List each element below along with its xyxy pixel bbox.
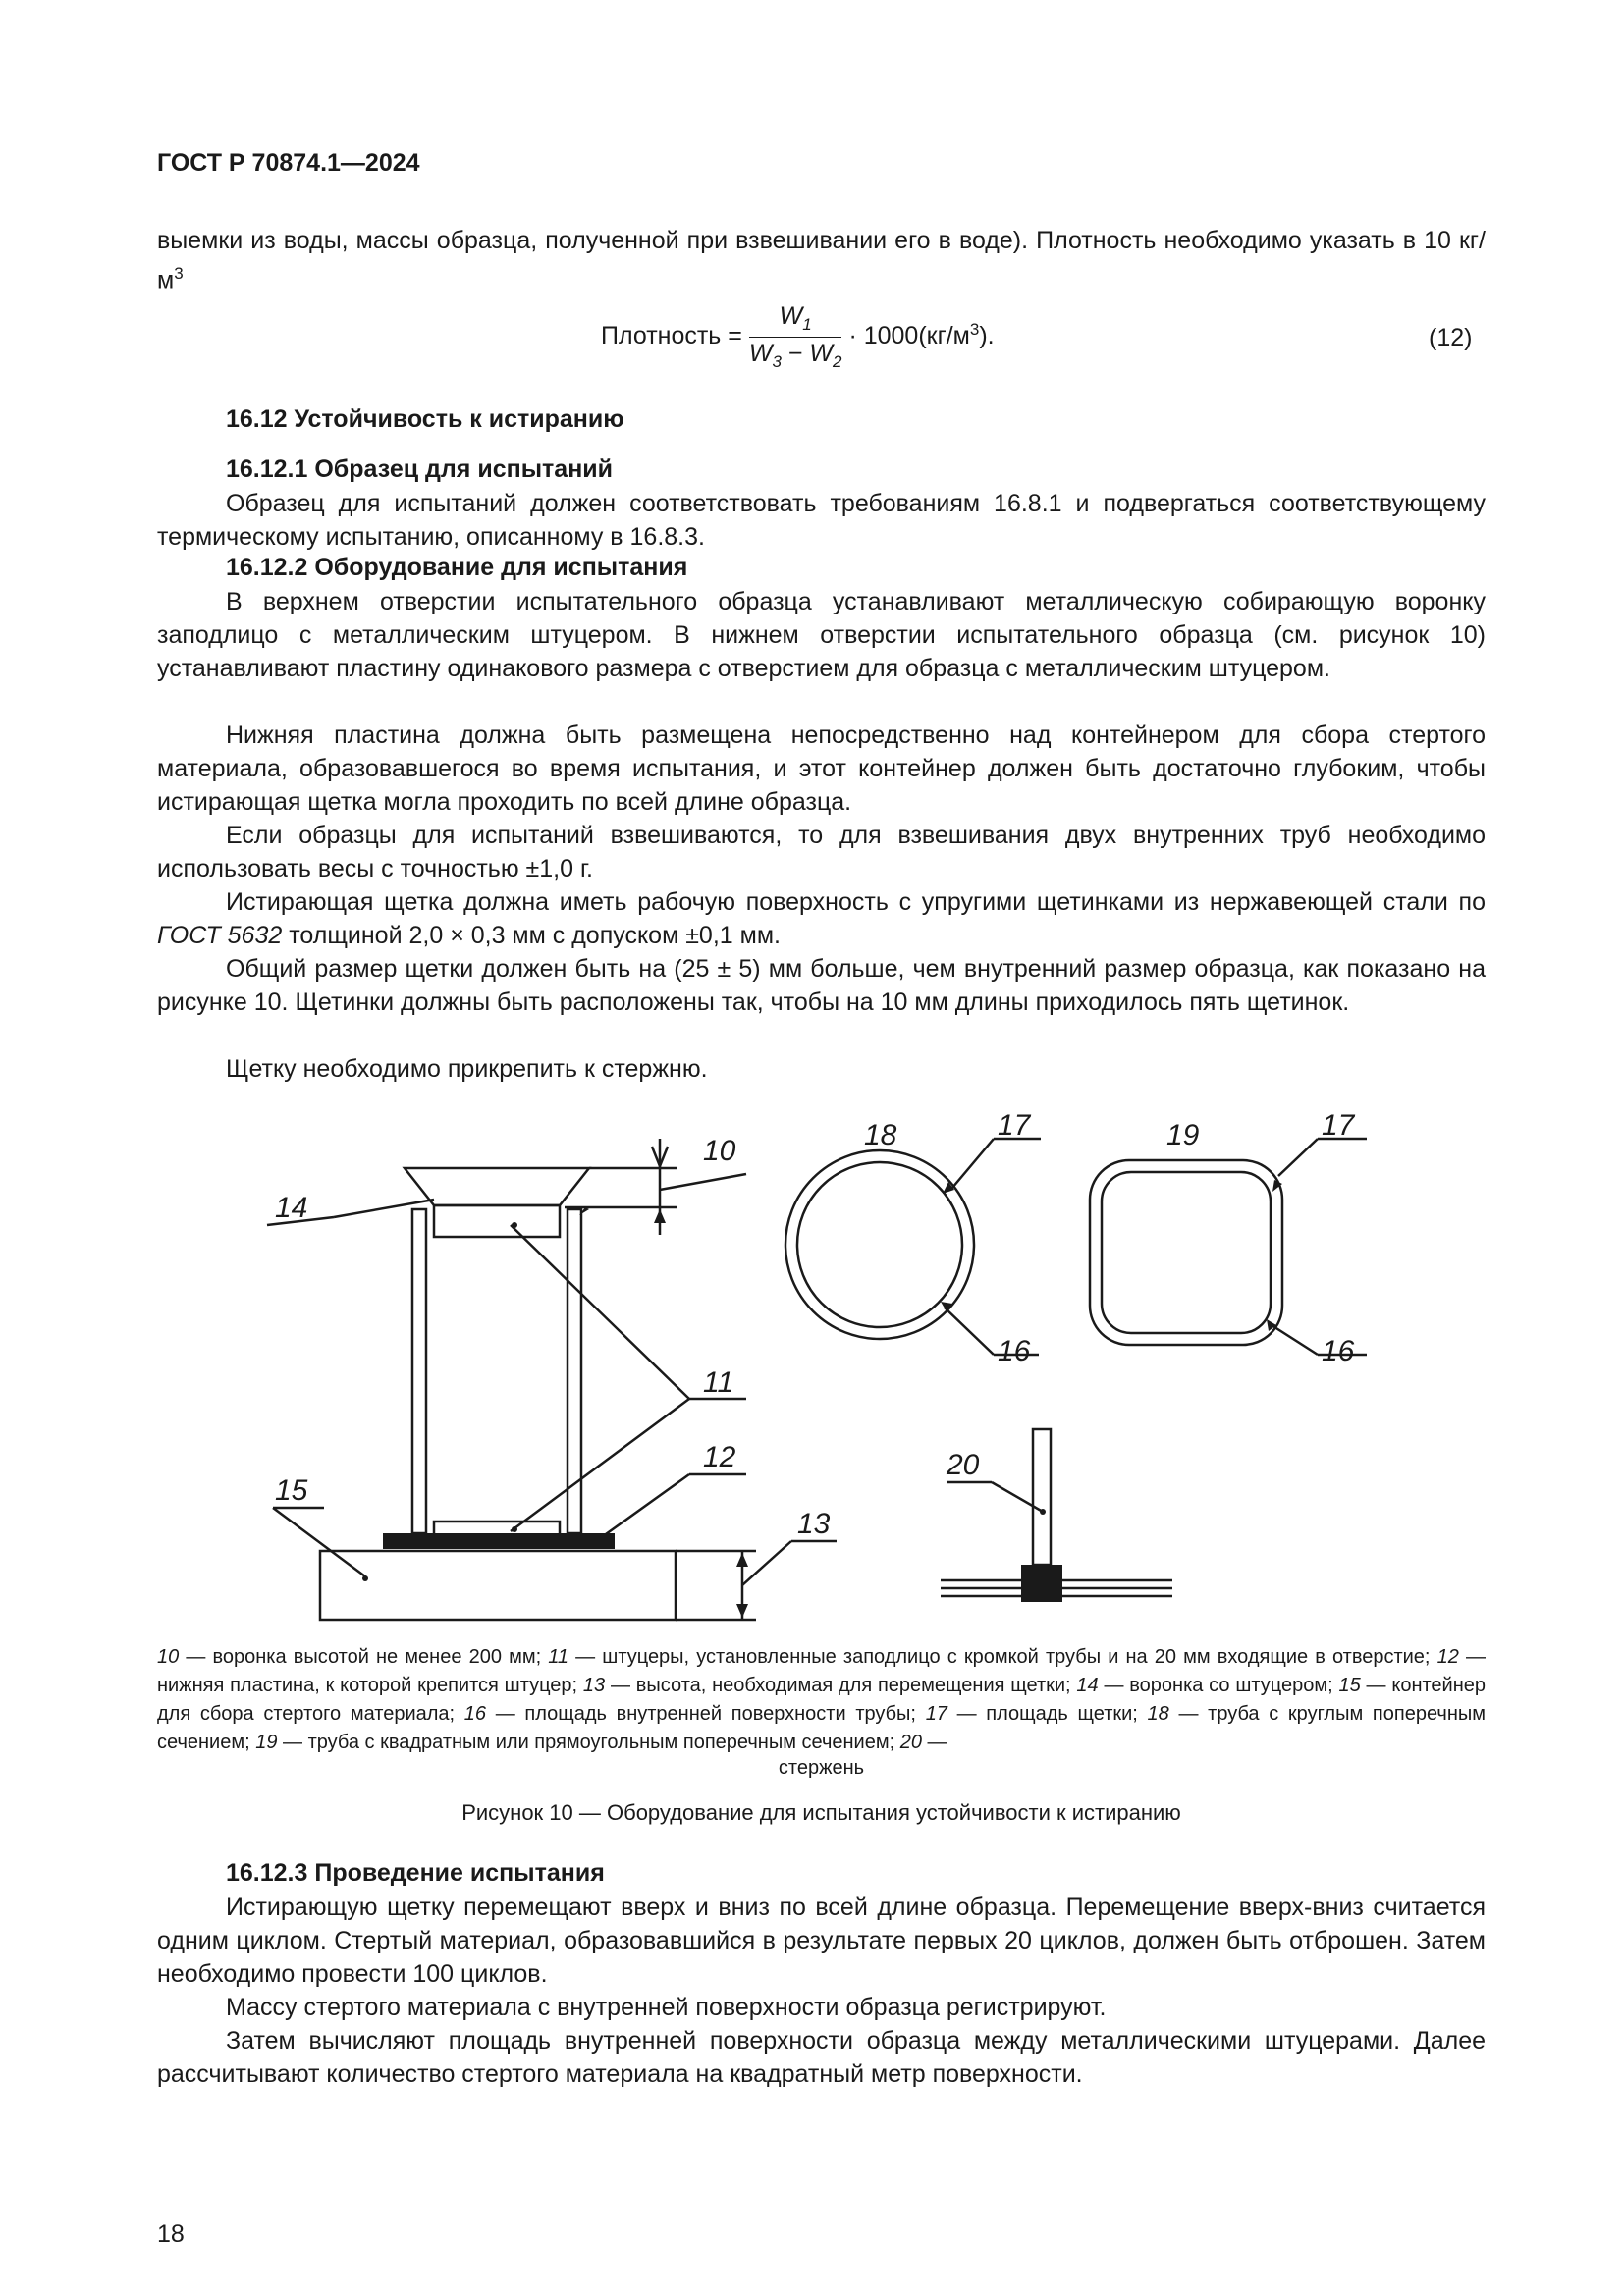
formula-label: Плотность = xyxy=(601,322,742,350)
formula-factor-sup: 3 xyxy=(969,319,980,339)
heading-16-12-3: 16.12.3 Проведение испытания xyxy=(226,1859,605,1887)
label-17-round: 17 xyxy=(998,1109,1031,1142)
paragraph-equipment-3: Если образцы для испытаний взвешиваются, то для взвешивания двух внутренних труб необходимо использовать весы с точностью ±1,0 г. xyxy=(157,822,1486,882)
leader-16b xyxy=(1269,1323,1318,1355)
round-pipe-inner xyxy=(797,1162,962,1327)
paragraph-equipment-1: В верхнем отверстии испытательного образца устанавливают металлическую собирающую воронку заподлицо с металлическим штуцером. В нижнем отверстии испытательного образца (см. рисунок 10) устанавливают пластину одинакового размера с отверстием для образца с металлическим штуцером. xyxy=(157,588,1486,682)
leader-17b xyxy=(1278,1139,1318,1176)
legend-text: — площадь внутренней поверхности трубы; xyxy=(486,1703,926,1725)
paragraph-equipment-5: Общий размер щетки должен быть на (25 ± 5) мм больше, чем внутренний размер образца, как показано на рисунке 10. Щетинки должны быть расположены так, чтобы на 10 мм длины приходилось пять щетинок. xyxy=(157,955,1486,1016)
legend-text: — xyxy=(921,1732,947,1753)
label-14: 14 xyxy=(275,1192,308,1224)
container-shape xyxy=(320,1551,676,1620)
label-13: 13 xyxy=(797,1508,831,1540)
den-w-b: W xyxy=(809,340,834,367)
bottom-plate-shape xyxy=(383,1533,615,1549)
legend-text: — труба с квадратным или прямоугольным поперечным сечением; xyxy=(277,1732,900,1753)
equation-number: (12) xyxy=(1429,324,1473,351)
page-number: 18 xyxy=(157,2220,185,2248)
paragraph-procedure-2: Массу стертого материала с внутренней поверхности образца регистрируют. xyxy=(226,1994,1107,2021)
label-16-round: 16 xyxy=(998,1335,1031,1367)
upper-fitting-shape xyxy=(434,1205,560,1237)
p5-text-b: толщиной 2,0 × 0,3 мм с допуском ±0,1 мм. xyxy=(282,922,781,949)
label-19: 19 xyxy=(1166,1119,1200,1151)
dim13-leader xyxy=(742,1541,791,1585)
dot-11a xyxy=(512,1222,517,1228)
legend-num: 13 xyxy=(582,1675,606,1696)
intro-superscript: 3 xyxy=(174,264,184,283)
leader-16a xyxy=(945,1308,994,1355)
label-16-square: 16 xyxy=(1322,1335,1355,1367)
legend-num: 19 xyxy=(255,1732,278,1753)
legend-text: — контейнер для сбора стертого материала; xyxy=(157,1675,1487,1725)
rod-shape xyxy=(1033,1429,1051,1565)
pipe-wall-left xyxy=(412,1209,426,1533)
legend-text: — труба с круглым поперечным сечением; xyxy=(157,1703,1486,1753)
label-12: 12 xyxy=(703,1441,736,1473)
gost-reference: ГОСТ 5632 xyxy=(157,922,283,949)
dim13-arrow-down xyxy=(736,1604,748,1618)
legend-num: 17 xyxy=(925,1703,947,1725)
paragraph-equipment-2: Нижняя пластина должна быть размещена непосредственно над контейнером для сбора стертого материала, образовавшегося во время испытания, и этот контейнер должен быть достаточно глубоким, чтобы истирающая щетка могла проходить по всей длине образца. xyxy=(157,721,1486,816)
square-pipe-inner xyxy=(1102,1172,1271,1333)
heading-16-12: 16.12 Устойчивость к истиранию xyxy=(226,405,624,433)
den-w-a: W xyxy=(748,340,773,367)
leader-20 xyxy=(992,1482,1043,1512)
legend-text: — нижняя пластина, к которой крепится штуцер; xyxy=(157,1646,1486,1696)
dot-20 xyxy=(1040,1509,1046,1515)
numerator-w: W xyxy=(779,302,803,330)
paragraph-procedure-1: Истирающую щетку перемещают вверх и вниз по всей длине образца. Перемещение вверх-вниз считается одним циклом. Стертый материал, образовавшийся в результате первых 20 циклов, должен быть отброшен. Затем необходимо провести 100 циклов. xyxy=(157,1894,1486,1988)
den-minus: − xyxy=(781,340,810,367)
round-pipe-outer xyxy=(785,1150,974,1339)
p5-text-a: Истирающая щетка должна иметь рабочую поверхность с упругими щетинками из нержавеющей стали по xyxy=(226,888,1486,916)
formula-factor: · 1000(кг/м xyxy=(848,322,970,350)
label-17-square: 17 xyxy=(1322,1109,1355,1142)
legend-num: 15 xyxy=(1338,1675,1361,1696)
legend-text: — площадь щетки; xyxy=(947,1703,1148,1725)
legend-num: 14 xyxy=(1076,1675,1099,1696)
leader-17a xyxy=(952,1139,994,1188)
paragraph-equipment-6: Щетку необходимо прикрепить к стержню. xyxy=(226,1055,708,1083)
den-sub-b: 2 xyxy=(833,352,842,371)
heading-16-12-1: 16.12.1 Образец для испытаний xyxy=(226,455,614,483)
document-header: ГОСТ Р 70874.1—2024 xyxy=(157,149,420,177)
leader-11b xyxy=(511,1399,689,1531)
legend-num: 18 xyxy=(1147,1703,1169,1725)
label-18: 18 xyxy=(864,1119,897,1151)
heading-16-12-2: 16.12.2 Оборудование для испытания xyxy=(226,554,688,581)
legend-num: 11 xyxy=(548,1646,569,1668)
label-20: 20 xyxy=(947,1449,980,1481)
legend-text: — воронка высотой не менее 200 мм; xyxy=(179,1646,549,1668)
paragraph-procedure-3: Затем вычисляют площадь внутренней поверхности образца между металлическими штуцерами. Далее рассчитывают количество стертого материала на квадратный метр поверхности. xyxy=(157,2027,1486,2088)
intro-text: выемки из воды, массы образца, полученной при взвешивании его в воде). Плотность необходимо указать в 10 кг/м xyxy=(157,227,1486,294)
lower-fitting-shape xyxy=(434,1522,560,1535)
rod-nut-shape xyxy=(1021,1565,1062,1602)
dot-11b xyxy=(512,1526,517,1532)
numerator-sub: 1 xyxy=(802,315,812,334)
label-10: 10 xyxy=(703,1135,736,1167)
leader-11a xyxy=(511,1225,689,1399)
dot-15 xyxy=(362,1575,368,1581)
legend-num: 12 xyxy=(1436,1646,1459,1668)
legend-text: — высота, необходимая для перемещения щетки; xyxy=(605,1675,1077,1696)
square-pipe-outer xyxy=(1090,1160,1282,1345)
label-15: 15 xyxy=(275,1474,308,1507)
dim10-arrow-up xyxy=(654,1209,666,1223)
legend-last-line: стержень xyxy=(778,1757,865,1779)
den-sub-a: 3 xyxy=(772,352,782,371)
figure-legend xyxy=(157,1643,1486,1757)
legend-num: 10 xyxy=(157,1646,180,1668)
figure-caption: Рисунок 10 — Оборудование для испытания устойчивости к истиранию xyxy=(461,1800,1181,1825)
formula-factor-end: ). xyxy=(979,322,995,350)
legend-text: — штуцеры, установленные заподлицо с кромкой трубы и на 20 мм входящие в отверстие; xyxy=(568,1646,1437,1668)
dim10-leader xyxy=(660,1174,746,1190)
legend-num: 16 xyxy=(463,1703,487,1725)
dim13-arrow-up xyxy=(736,1553,748,1567)
paragraph-16-12-1: Образец для испытаний должен соответствовать требованиям 16.8.1 и подвергаться соответствующему термическому испытанию, описанному в 16.8.3. xyxy=(157,490,1486,551)
legend-text: — воронка со штуцером; xyxy=(1098,1675,1339,1696)
legend-num: 20 xyxy=(899,1732,922,1753)
leader-12 xyxy=(599,1474,689,1539)
label-11: 11 xyxy=(703,1366,734,1399)
